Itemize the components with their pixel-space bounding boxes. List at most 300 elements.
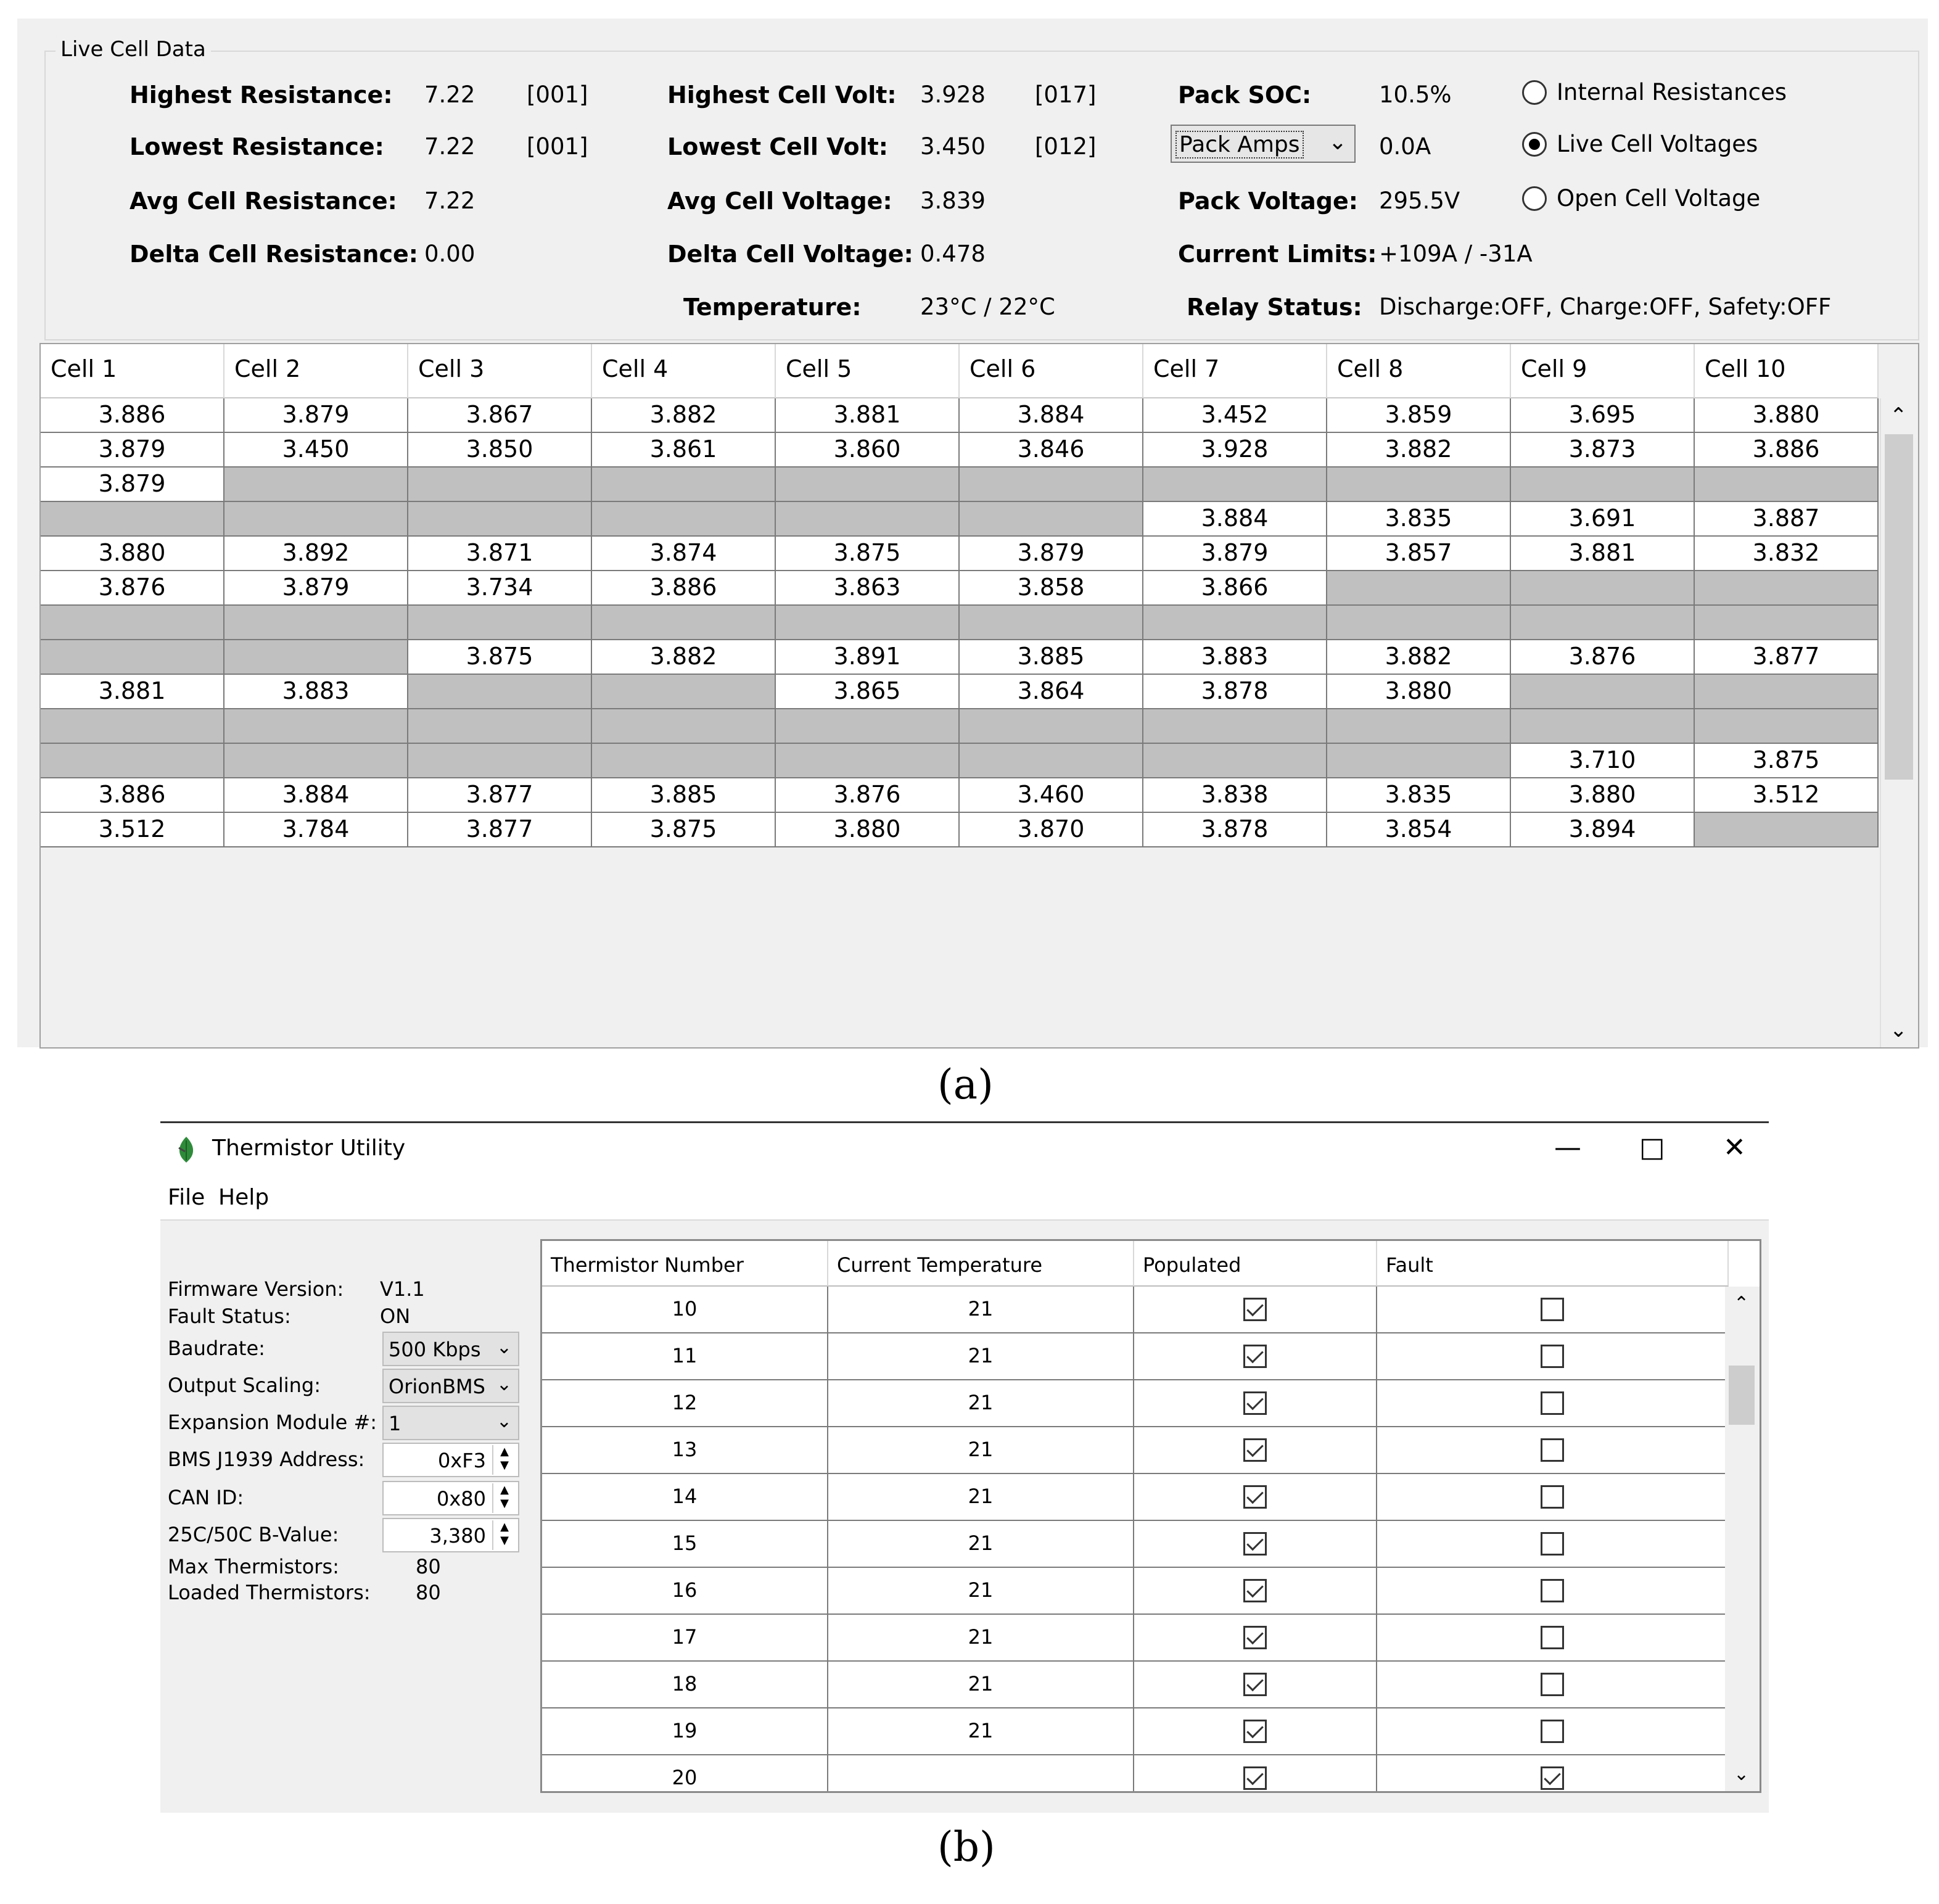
current-temperature: 21 [828,1333,1134,1380]
bms-address-label: BMS J1939 Address: [168,1448,365,1471]
cell-voltage [224,468,408,502]
thermistor-number: 16 [542,1568,828,1615]
cell-voltage [960,502,1143,537]
cell-voltage [592,468,776,502]
cell-voltage [1695,468,1879,502]
delta-resistance-label: Delta Cell Resistance: [130,241,418,268]
b-value-stepper[interactable] [382,1518,519,1552]
chevron-down-icon: ⌄ [496,1374,512,1395]
cell-voltage: 3.881 [776,398,960,433]
cell-voltage [224,709,408,744]
fault-checkbox[interactable] [1541,1673,1564,1696]
chevron-up-icon[interactable]: ⌃ [1734,1293,1750,1314]
group-title: Live Cell Data [56,37,211,62]
cell-voltage [592,744,776,778]
cell-voltage: 3.884 [960,398,1143,433]
current-temperature: 21 [828,1380,1134,1427]
fault-status-label: Fault Status: [168,1304,291,1328]
relay-status-label: Relay Status: [1187,294,1362,321]
populated-checkbox[interactable] [1243,1579,1267,1602]
cell-voltage [592,606,776,640]
cell-voltage [1511,709,1695,744]
populated-checkbox[interactable] [1243,1485,1267,1509]
thermistor-number: 18 [542,1662,828,1708]
table-row [41,537,1879,571]
cell-voltage [960,709,1143,744]
bms-address-value: 0xF3 [437,1449,486,1472]
temperature-value: 23°C / 22°C [920,294,1055,320]
highest-volt-label: Highest Cell Volt: [667,81,897,109]
fault-cell [1377,1287,1729,1333]
fault-cell [1377,1568,1729,1615]
live-cell-data-panel [17,19,1928,1047]
pack-voltage-value: 295.5V [1379,188,1460,214]
current-limits-label: Current Limits: [1178,241,1377,268]
cell-voltage: 3.850 [408,433,592,468]
firmware-value: V1.1 [380,1277,425,1301]
thermistor-number: 19 [542,1708,828,1755]
thermistor-number: 11 [542,1333,828,1380]
cell-voltage [1511,468,1695,502]
table-header [542,1241,1729,1287]
column-header-cell-2[interactable]: Cell 2 [224,344,408,398]
fault-cell [1377,1755,1729,1793]
cell-voltage: 3.883 [1143,640,1327,675]
cell-voltage [408,468,592,502]
cell-voltage: 3.867 [408,398,592,433]
cell-voltage: 3.857 [1327,537,1511,571]
cell-voltage: 3.877 [408,813,592,847]
chevron-up-icon[interactable]: ⌃ [1890,403,1908,428]
cell-voltage: 3.877 [408,778,592,813]
thermistor-table [540,1239,1761,1793]
populated-checkbox[interactable] [1243,1673,1267,1696]
column-header-cell-7[interactable]: Cell 7 [1143,344,1327,398]
cell-voltage: 3.710 [1511,744,1695,778]
firmware-label: Firmware Version: [168,1277,344,1301]
pack-soc-label: Pack SOC: [1178,81,1312,109]
expansion-module-label: Expansion Module #: [168,1411,377,1434]
cell-voltage: 3.884 [1143,502,1327,537]
column-header-cell-3[interactable]: Cell 3 [408,344,592,398]
can-id-label: CAN ID: [168,1486,244,1509]
cell-voltage: 3.873 [1511,433,1695,468]
minimize-icon[interactable]: — [1554,1132,1581,1163]
fault-checkbox[interactable] [1541,1438,1564,1462]
menu-file[interactable]: File [168,1185,205,1210]
radio-internal-resistances[interactable] [1522,80,1547,105]
cell-voltage: 3.882 [1327,433,1511,468]
spin-arrows-icon[interactable]: ▲ ▼ [492,1445,516,1475]
table-row [41,778,1879,813]
fault-checkbox[interactable] [1541,1298,1564,1321]
fault-cell [1377,1333,1729,1380]
cell-voltage: 3.450 [224,433,408,468]
thermistor-utility-window [160,1121,1769,1813]
current-temperature: 21 [828,1287,1134,1333]
cell-voltage: 3.886 [41,778,224,813]
radio-internal-resistances-label[interactable]: Internal Resistances [1557,79,1787,105]
expansion-module-value: 1 [389,1412,401,1435]
b-value-value: 3,380 [429,1524,486,1548]
thermistor-number: 10 [542,1287,828,1333]
current-temperature: 21 [828,1708,1134,1755]
fault-checkbox[interactable] [1541,1766,1564,1790]
cell-voltage: 3.886 [41,398,224,433]
cell-voltage [408,502,592,537]
table-header [41,344,1879,398]
cell-voltage: 3.878 [1143,675,1327,709]
table-row [41,813,1879,847]
avg-resistance-label: Avg Cell Resistance: [130,188,397,215]
cell-voltage [1511,606,1695,640]
fault-checkbox[interactable] [1541,1579,1564,1602]
fault-checkbox[interactable] [1541,1626,1564,1649]
radio-open-cell-voltage[interactable] [1522,186,1547,211]
cell-voltage [408,675,592,709]
cell-voltage [1511,675,1695,709]
lowest-volt-label: Lowest Cell Volt: [667,133,888,160]
current-temperature: 21 [828,1662,1134,1708]
cell-voltage: 3.880 [776,813,960,847]
cell-voltage: 3.876 [41,571,224,606]
radio-open-cell-voltage-label[interactable]: Open Cell Voltage [1557,185,1761,212]
close-icon[interactable]: ✕ [1723,1132,1746,1163]
cell-voltage: 3.512 [1695,778,1879,813]
populated-cell [1134,1427,1377,1474]
table-row [542,1333,1729,1380]
cell-voltage: 3.835 [1327,778,1511,813]
cell-voltage: 3.879 [224,571,408,606]
populated-cell [1134,1474,1377,1521]
cell-voltage: 3.865 [776,675,960,709]
table-row [41,468,1879,502]
radio-live-cell-voltages[interactable] [1522,132,1547,157]
cell-voltage [408,744,592,778]
cell-voltage [776,606,960,640]
cell-voltage: 3.784 [224,813,408,847]
cell-voltage [41,744,224,778]
menu-bar [160,1175,1769,1221]
populated-cell [1134,1568,1377,1615]
max-thermistors-value: 80 [416,1555,441,1578]
table-row [41,606,1879,640]
cell-voltage [224,640,408,675]
cell-voltage: 3.879 [1143,537,1327,571]
chevron-down-icon: ⌄ [1328,130,1347,155]
cell-voltage [592,709,776,744]
cell-voltage [1327,744,1511,778]
populated-checkbox[interactable] [1243,1298,1267,1321]
vertical-scrollbar[interactable] [1725,1287,1760,1791]
fault-checkbox[interactable] [1541,1720,1564,1743]
cell-voltage: 3.854 [1327,813,1511,847]
can-id-value: 0x80 [436,1487,486,1510]
cell-voltage: 3.875 [592,813,776,847]
populated-checkbox[interactable] [1243,1532,1267,1556]
cell-voltage [1143,468,1327,502]
table-row [41,709,1879,744]
baudrate-select[interactable] [382,1332,519,1366]
cell-voltage [1695,606,1879,640]
lowest-resistance-value: 7.22 [424,133,475,160]
populated-cell [1134,1662,1377,1708]
cell-voltage [41,502,224,537]
pack-amps-select[interactable] [1171,125,1356,163]
chevron-down-icon: ⌄ [496,1337,512,1358]
caption-a: (a) [937,1061,994,1108]
table-body [542,1287,1729,1793]
cell-voltage: 3.882 [592,398,776,433]
cell-voltage: 3.871 [408,537,592,571]
scrollbar-thumb[interactable] [1885,434,1913,780]
max-thermistors-label: Max Thermistors: [168,1555,339,1578]
cell-voltage [592,502,776,537]
window-title: Thermistor Utility [212,1135,406,1161]
cell-voltage: 3.875 [1695,744,1879,778]
populated-cell [1134,1615,1377,1662]
cell-voltage: 3.887 [1695,502,1879,537]
table-row [542,1568,1729,1615]
populated-cell [1134,1755,1377,1793]
cell-voltage [1327,606,1511,640]
cell-voltage [776,709,960,744]
table-row [41,675,1879,709]
cell-voltage: 3.734 [408,571,592,606]
lowest-volt-value: 3.450 [920,133,986,160]
column-header-cell-9[interactable]: Cell 9 [1511,344,1695,398]
cell-voltage [1695,675,1879,709]
table-row [41,502,1879,537]
cell-voltage: 3.886 [592,571,776,606]
cell-voltage: 3.832 [1695,537,1879,571]
current-limits-value: +109A / -31A [1379,241,1533,267]
cell-voltage: 3.878 [1143,813,1327,847]
maximize-icon[interactable]: □ [1639,1132,1665,1163]
populated-checkbox[interactable] [1243,1345,1267,1368]
column-header-thermistor-number[interactable]: Thermistor Number [542,1241,828,1287]
cell-voltage: 3.858 [960,571,1143,606]
cell-voltage: 3.859 [1327,398,1511,433]
relay-status-value: Discharge:OFF, Charge:OFF, Safety:OFF [1379,294,1832,320]
fault-checkbox[interactable] [1541,1345,1564,1368]
cell-voltage: 3.881 [41,675,224,709]
can-id-stepper[interactable] [382,1481,519,1515]
column-header-fault[interactable]: Fault [1377,1241,1729,1287]
table-row [542,1380,1729,1427]
fault-cell [1377,1662,1729,1708]
column-header-cell-8[interactable]: Cell 8 [1327,344,1511,398]
cell-voltage: 3.880 [1327,675,1511,709]
cell-voltage: 3.835 [1327,502,1511,537]
pack-soc-value: 10.5% [1379,81,1452,108]
cell-voltage: 3.460 [960,778,1143,813]
cell-voltage [960,606,1143,640]
current-temperature: 21 [828,1521,1134,1568]
highest-resistance-cell: [001] [527,81,588,108]
populated-checkbox[interactable] [1243,1766,1267,1790]
cell-voltage: 3.875 [408,640,592,675]
cell-voltage: 3.885 [960,640,1143,675]
cell-voltage: 3.876 [776,778,960,813]
cell-voltage [41,606,224,640]
radio-live-cell-voltages-label[interactable]: Live Cell Voltages [1557,131,1758,157]
bms-address-stepper[interactable] [382,1443,519,1477]
column-header-cell-5[interactable]: Cell 5 [776,344,960,398]
cell-voltage [592,675,776,709]
pack-voltage-label: Pack Voltage: [1178,188,1358,215]
fault-cell [1377,1521,1729,1568]
cell-voltage-table [39,343,1919,1049]
table-row [542,1474,1729,1521]
populated-cell [1134,1333,1377,1380]
cell-voltage [1143,744,1327,778]
chevron-down-icon[interactable]: ⌄ [1890,1018,1908,1042]
cell-voltage: 3.880 [1695,398,1879,433]
fault-cell [1377,1708,1729,1755]
fault-status-value: ON [380,1304,411,1328]
table-body [41,398,1879,847]
output-scaling-label: Output Scaling: [168,1374,321,1397]
table-row [542,1755,1729,1793]
spin-arrows-icon[interactable]: ▲ ▼ [492,1483,516,1513]
cell-voltage: 3.870 [960,813,1143,847]
title-bar [160,1123,1769,1175]
thermistor-number: 12 [542,1380,828,1427]
current-temperature [828,1755,1134,1793]
table-row [542,1615,1729,1662]
cell-voltage [960,744,1143,778]
cell-voltage: 3.928 [1143,433,1327,468]
cell-voltage [408,709,592,744]
highest-volt-value: 3.928 [920,81,986,108]
highest-volt-cell: [017] [1035,81,1097,108]
fault-cell [1377,1615,1729,1662]
current-temperature: 21 [828,1568,1134,1615]
cell-voltage: 3.864 [960,675,1143,709]
cell-voltage [776,468,960,502]
cell-voltage: 3.886 [1695,433,1879,468]
cell-voltage [224,606,408,640]
cell-voltage [41,640,224,675]
cell-voltage [1327,571,1511,606]
cell-voltage [408,606,592,640]
lowest-resistance-label: Lowest Resistance: [130,133,384,160]
fault-checkbox[interactable] [1541,1532,1564,1556]
cell-voltage: 3.884 [224,778,408,813]
delta-voltage-value: 0.478 [920,241,986,267]
cell-voltage: 3.881 [1511,537,1695,571]
cell-voltage: 3.846 [960,433,1143,468]
cell-voltage: 3.877 [1695,640,1879,675]
vertical-scrollbar[interactable] [1880,398,1918,1047]
table-row [41,744,1879,778]
loaded-thermistors-value: 80 [416,1581,441,1604]
populated-checkbox[interactable] [1243,1720,1267,1743]
cell-voltage: 3.860 [776,433,960,468]
leaf-app-icon [175,1135,197,1163]
output-scaling-select[interactable] [382,1369,519,1403]
column-header-cell-6[interactable]: Cell 6 [960,344,1143,398]
delta-voltage-label: Delta Cell Voltage: [667,241,913,268]
populated-checkbox[interactable] [1243,1391,1267,1415]
fault-checkbox[interactable] [1541,1391,1564,1415]
cell-voltage: 3.879 [41,468,224,502]
table-row [41,398,1879,433]
pack-amps-value: 0.0A [1379,133,1431,160]
lowest-volt-cell: [012] [1035,133,1097,160]
cell-voltage: 3.882 [1327,640,1511,675]
table-row [542,1521,1729,1568]
fault-checkbox[interactable] [1541,1485,1564,1509]
populated-checkbox[interactable] [1243,1438,1267,1462]
column-header-populated[interactable]: Populated [1134,1241,1377,1287]
thermistor-number: 20 [542,1755,828,1793]
cell-voltage: 3.512 [41,813,224,847]
cell-voltage [41,709,224,744]
b-value-label: 25C/50C B-Value: [168,1523,339,1546]
fault-cell [1377,1474,1729,1521]
column-header-current-temperature[interactable]: Current Temperature [828,1241,1134,1287]
column-header-cell-4[interactable]: Cell 4 [592,344,776,398]
populated-checkbox[interactable] [1243,1626,1267,1649]
cell-voltage: 3.861 [592,433,776,468]
fault-cell [1377,1380,1729,1427]
table-row [542,1427,1729,1474]
caption-b: (b) [937,1823,995,1871]
highest-resistance-label: Highest Resistance: [130,81,393,109]
output-scaling-value: OrionBMS [389,1375,485,1398]
table-row [41,571,1879,606]
chevron-down-icon[interactable]: ⌄ [1734,1763,1750,1785]
cell-voltage: 3.879 [224,398,408,433]
current-temperature: 21 [828,1427,1134,1474]
cell-voltage: 3.879 [41,433,224,468]
thermistor-number: 13 [542,1427,828,1474]
temperature-label: Temperature: [683,294,862,321]
cell-voltage [1695,709,1879,744]
cell-voltage: 3.882 [592,640,776,675]
fault-cell [1377,1427,1729,1474]
cell-voltage [1695,571,1879,606]
cell-voltage [776,502,960,537]
column-header-cell-1[interactable]: Cell 1 [41,344,224,398]
scrollbar-thumb[interactable] [1729,1366,1755,1425]
expansion-module-select[interactable] [382,1406,519,1440]
baudrate-value: 500 Kbps [389,1338,481,1361]
populated-cell [1134,1521,1377,1568]
populated-cell [1134,1380,1377,1427]
menu-help[interactable]: Help [218,1185,270,1210]
thermistor-number: 15 [542,1521,828,1568]
spin-arrows-icon[interactable]: ▲ ▼ [492,1520,516,1550]
cell-voltage: 3.866 [1143,571,1327,606]
cell-voltage [1511,571,1695,606]
cell-voltage: 3.838 [1143,778,1327,813]
avg-voltage-label: Avg Cell Voltage: [667,188,892,215]
column-header-cell-10[interactable]: Cell 10 [1695,344,1879,398]
table-row [41,640,1879,675]
cell-voltage: 3.863 [776,571,960,606]
cell-voltage [1143,606,1327,640]
cell-voltage: 3.883 [224,675,408,709]
avg-voltage-value: 3.839 [920,188,986,214]
cell-voltage: 3.885 [592,778,776,813]
cell-voltage [776,744,960,778]
lowest-resistance-cell: [001] [527,133,588,160]
cell-voltage: 3.892 [224,537,408,571]
table-row [542,1662,1729,1708]
